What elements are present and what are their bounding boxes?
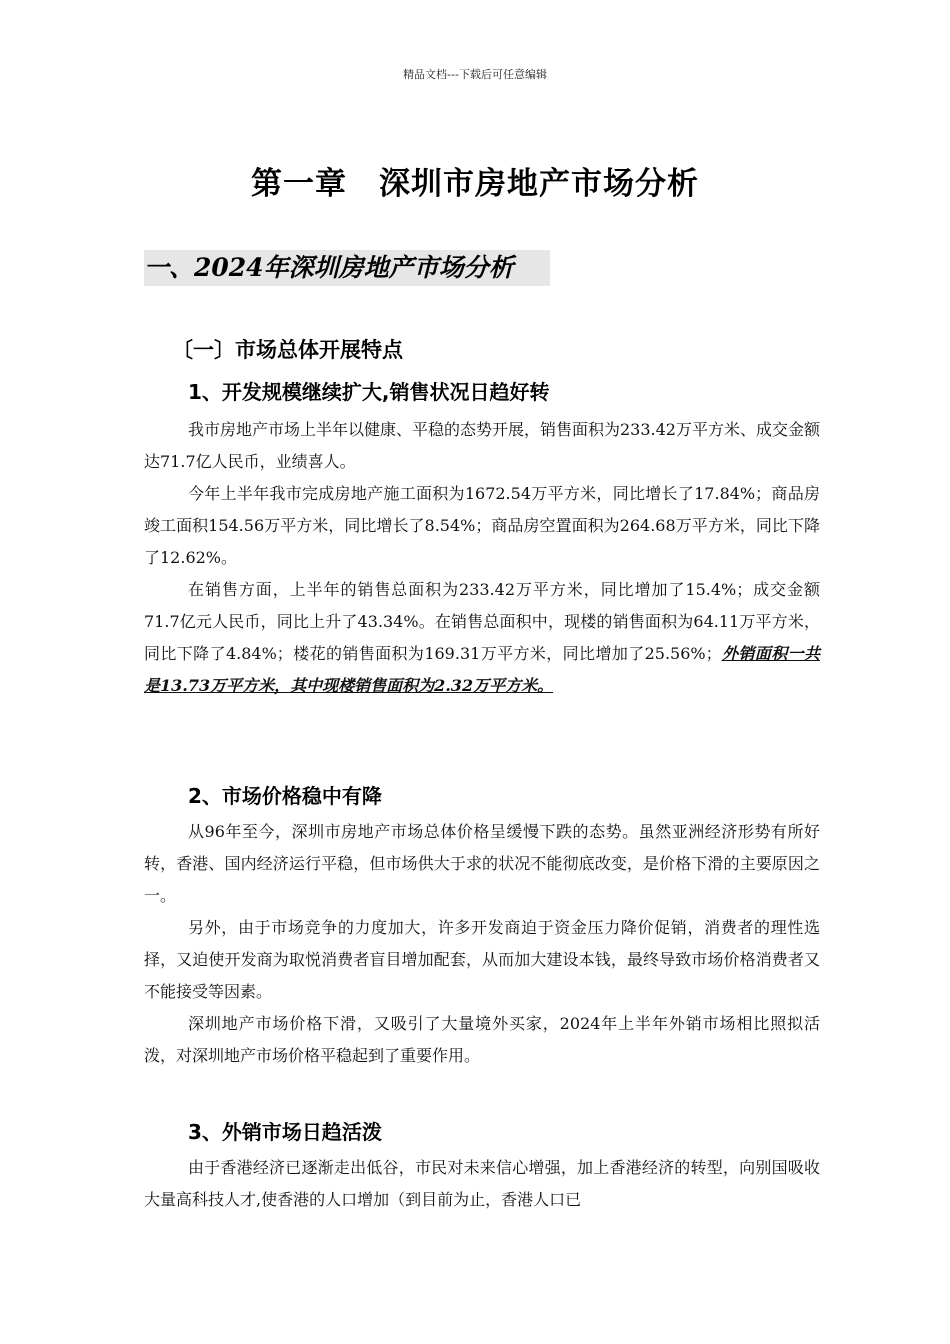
paragraph: 今年上半年我市完成房地产施工面积为1672.54万平方米，同比增长了17.84%；商品房竣工面积154.56万平方米，同比增长了8.54%；商品房空置面积为264.68万平方米，同比下降了12.62%。 (144, 484, 820, 567)
header-watermark: 精品文档---下载后可任意编辑 (403, 68, 547, 81)
chapter-title: 第一章 深圳市房地产市场分析 (251, 166, 699, 202)
paragraph: 由于香港经济已逐渐走出低谷，市民对未来信心增强，加上香港经济的转型，向别国吸收大量高科技人才,使香港的人口增加（到目前为止，香港人口已 (144, 1158, 820, 1209)
section-heading: 一、2024年深圳房地产市场分析 (144, 250, 550, 286)
paragraph: 我市房地产市场上半年以健康、平稳的态势开展，销售面积为233.42万平方米、成交金额达71.7亿人民币，业绩喜人。 (144, 420, 820, 471)
paragraph-text: 在销售方面，上半年的销售总面积为233.42万平方米，同比增加了15.4%；成交金额71.7亿元人民币，同比上升了43.34%。在销售总面积中，现楼的销售面积为64.11万平方米，同比下降了4.84%；楼花的销售面积为169.31万平方米，同比增加了25.56%； (144, 580, 820, 663)
part1-heading: 1、开发规模继续扩大,销售状况日趋好转 (188, 380, 550, 404)
paragraph (144, 574, 820, 702)
part2-heading: 2、市场价格稳中有降 (188, 784, 382, 808)
paragraph: 深圳地产市场价格下滑，又吸引了大量境外买家，2024年上半年外销市场相比照拟活泼，对深圳地产市场价格平稳起到了重要作用。 (144, 1014, 820, 1065)
paragraph: 另外，由于市场竞争的力度加大，许多开发商迫于资金压力降价促销，消费者的理性选择，又迫使开发商为取悦消费者盲目增加配套，从而加大建设本钱，最终导致市场价格消费者又不能接受等因素。 (144, 918, 820, 1001)
part3-heading: 3、外销市场日趋活泼 (188, 1120, 382, 1144)
paragraph: 从96年至今，深圳市房地产市场总体价格呈缓慢下跌的态势。虽然亚洲经济形势有所好转，香港、国内经济运行平稳，但市场供大于求的状况不能彻底改变，是价格下滑的主要原因之一。 (144, 822, 820, 905)
subsection-heading: 〔一〕市场总体开展特点 (172, 338, 403, 362)
emphasized-text: 外销面积一共是13.73万平方米，其中现楼销售面积为2.32万平方米。 (144, 644, 820, 695)
